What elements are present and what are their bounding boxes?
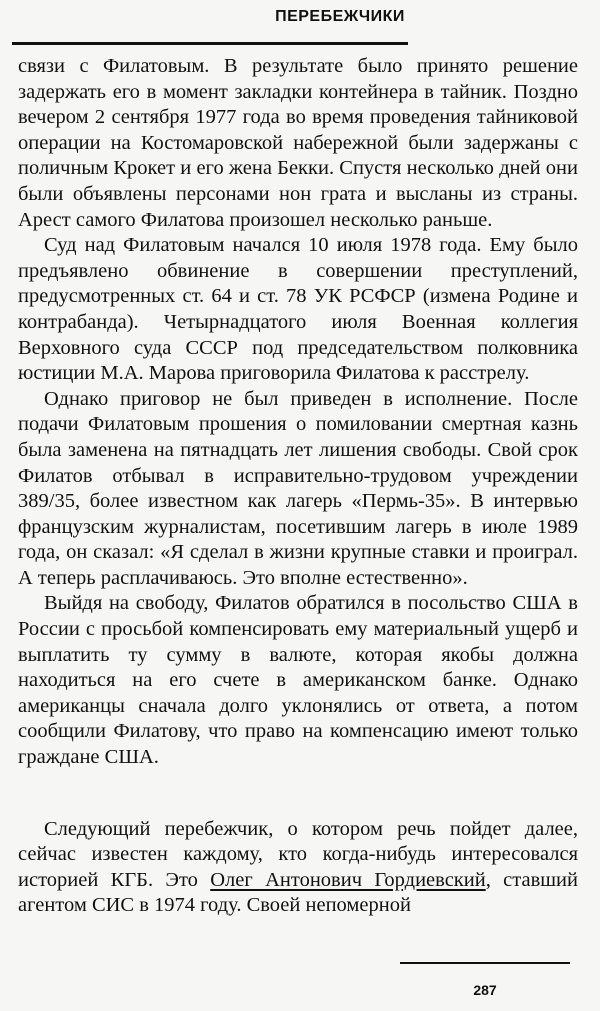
running-header bbox=[0, 8, 600, 26]
paragraph-4: Выйдя на свободу, Филатов обратился в посольство США в России с просьбой компенсировать ему материальный ущерб и выплатить ту сумму в валюте, которая якобы должна находиться на его счете в американском банке. Однако американцы сначала долго уклонялись от ответа, а потом сообщили Филатову, что право на компенсацию имеют только граждане США. bbox=[18, 592, 578, 769]
paragraph-5-start: Следующий перебежчик, о котором речь пойдет далее, сейчас известен каждому, кто когда-нибудь интересовался историей КГБ. Это bbox=[18, 817, 578, 891]
running-header-title: ПЕРЕБЕЖЧИКИ bbox=[275, 8, 405, 25]
paragraph-1: связи с Филатовым. В результате было принято решение задержать его в момент закладки контейнера в тайник. Поздно вечером 2 сентября 1977 года во время проведения тайниковой операции на Костомаровской набережной были задержаны с поличным Крокет и его жена Бекки. Спустя несколько дней они были объявлены персонами нон грата и высланы из страны. Арест самого Филатова произошел несколько раньше. bbox=[18, 55, 578, 231]
page-number: 287 bbox=[473, 982, 497, 998]
paragraph-3: Однако приговор не был приведен в исполнение. После подачи Филатовым прошения о помиловании смертная казнь была заменена на пятнадцать лет лишения свободы. Свой срок Филатов отбывал в исправительно-трудовом учреждении 389/35, более известном как лагерь «Пермь-35». В интервью французским журналистам, посетившим лагерь в июле 1989 года, он сказал: «Я сделал в жизни крупные ставки и проиграл. А теперь расплачиваюсь. Это вполне естественно». bbox=[18, 387, 578, 589]
section-gap bbox=[18, 771, 578, 817]
paragraph-5-end: , ставший агентом СИС в 1974 году. Своей непомерной bbox=[18, 868, 578, 917]
page-body bbox=[18, 54, 578, 919]
header-rule bbox=[12, 42, 408, 45]
paragraph-2: Суд над Филатовым начался 10 июля 1978 года. Ему было предъявлено обвинение в совершении преступлений, предусмотренных ст. 64 и ст. 78 УК РСФСР (измена Родине и контрабанда). Четырнадцатого июля Военная коллегия Верховного суда СССР под председательством полковника юстиции М.А. Марова приговорила Филатова к расстрелу. bbox=[18, 234, 578, 385]
underlined-name: Олег Антонович Гордиевский bbox=[210, 868, 486, 891]
footer-rule bbox=[400, 962, 570, 964]
paragraph-5 bbox=[18, 817, 578, 919]
